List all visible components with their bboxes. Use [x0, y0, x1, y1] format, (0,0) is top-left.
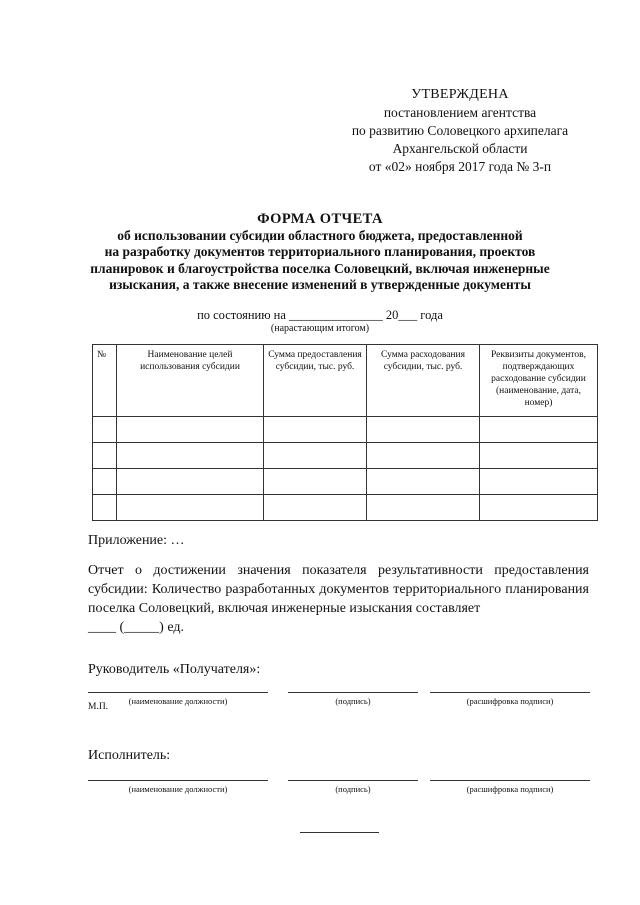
executor-decoding-caption: (расшифровка подписи) [466, 784, 554, 794]
approval-line: по развитию Соловецкого архипелага [351, 123, 569, 138]
table-cell [93, 443, 117, 469]
approval-heading: УТВЕРЖДЕНА [411, 87, 509, 102]
manager-decoding-caption: (расшифровка подписи) [466, 696, 554, 706]
form-title [80, 211, 560, 294]
end-divider [300, 832, 379, 833]
table-header-number: № [93, 345, 117, 417]
table-cell [367, 417, 480, 443]
table-cell [93, 469, 117, 495]
table-header-row [93, 345, 598, 417]
table-header-purpose: Наименование целей использования субсидии [117, 345, 264, 417]
executor-label: Исполнитель: [88, 748, 171, 763]
approval-stamp [330, 86, 590, 176]
table-cell [264, 495, 367, 521]
executor-signature-line [288, 780, 418, 781]
table-row [93, 469, 598, 495]
manager-position-caption: (наименование должности) [128, 696, 228, 706]
form-title-line: планировок и благоустройства поселка Соловецкий, включая инженерные [90, 260, 550, 276]
stamp-place: М.П. [88, 702, 109, 712]
table-cell [117, 495, 264, 521]
approval-line: Архангельской области [392, 141, 528, 156]
manager-position-line [88, 692, 268, 693]
manager-label: Руководитель «Получателя»: [88, 662, 261, 677]
table-cell [264, 443, 367, 469]
table-row [93, 495, 598, 521]
manager-signature-caption: (подпись) [335, 696, 371, 706]
manager-decoding-line [430, 692, 590, 693]
performance-report [88, 561, 589, 637]
table-header-documents: Реквизиты документов, подтверждающих расходование субсидии (наименование, дата, номер) [480, 345, 598, 417]
table-cell [117, 443, 264, 469]
table-cell [93, 495, 117, 521]
manager-signature-line [288, 692, 418, 693]
executor-position-line [88, 780, 268, 781]
approval-line: постановлением агентства [383, 105, 537, 120]
table-row [93, 443, 598, 469]
table-cell [480, 443, 598, 469]
report-text: Отчет о достижении значения показателя результативности предоставления субсидии: Количество разработанных документов территориального планирования поселка Соловецкий, включая инженерные изыскания составляет [88, 563, 589, 616]
appendix-text: Приложение: … [88, 533, 185, 548]
executor-signature-caption: (подпись) [335, 784, 371, 794]
table-cell [367, 443, 480, 469]
table-cell [480, 417, 598, 443]
table-cell [367, 469, 480, 495]
table-cell [264, 469, 367, 495]
report-quantity: ____ (_____) ед. [88, 620, 184, 635]
table-header-amount-granted: Сумма предоставления субсидии, тыс. руб. [264, 345, 367, 417]
table-cell [93, 417, 117, 443]
report-table [92, 344, 598, 521]
table-cell [480, 495, 598, 521]
form-title-line: об использовании субсидии областного бюджета, предоставленной [117, 227, 523, 243]
table-cell [117, 469, 264, 495]
table-cell [367, 495, 480, 521]
table-cell [117, 417, 264, 443]
form-title-main: ФОРМА ОТЧЕТА [257, 211, 383, 227]
approval-line: от «02» ноября 2017 года № 3-п [368, 159, 552, 174]
table-cell [264, 417, 367, 443]
table-cell [480, 469, 598, 495]
executor-decoding-line [430, 780, 590, 781]
as-of-date: по состоянию на _______________ 20___ года [197, 308, 443, 322]
form-title-line: изыскания, а также внесение изменений в утвержденные документы [109, 277, 531, 292]
as-of-note: (нарастающим итогом) [270, 323, 370, 334]
executor-position-caption: (наименование должности) [128, 784, 228, 794]
table-header-amount-spent: Сумма расходования субсидии, тыс. руб. [367, 345, 480, 417]
form-title-line: на разработку документов территориального планирования, проектов [104, 244, 536, 259]
table-row [93, 417, 598, 443]
